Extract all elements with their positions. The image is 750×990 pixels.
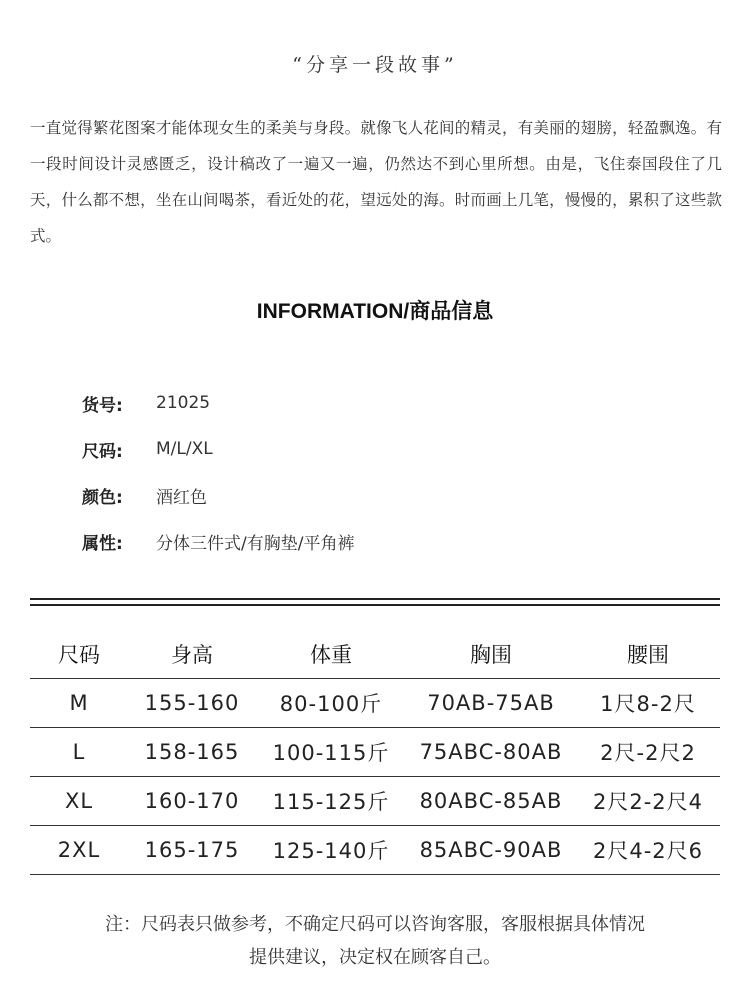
attribute-label: 颜色:	[82, 487, 123, 508]
table-cell: 70AB-75AB	[406, 679, 576, 728]
column-header: 尺码	[30, 630, 128, 679]
table-cell: 158-165	[128, 728, 256, 777]
size-note	[30, 908, 720, 974]
table-cell: L	[30, 728, 128, 777]
table-row	[30, 728, 720, 777]
table-cell: 165-175	[128, 826, 256, 875]
table-cell: 80ABC-85AB	[406, 777, 576, 826]
column-header: 体重	[256, 630, 406, 679]
attribute-label: 货号:	[82, 395, 123, 416]
attribute-value: 21025	[156, 393, 211, 413]
attribute-row-property	[82, 518, 354, 564]
table-cell: 160-170	[128, 777, 256, 826]
attribute-value: 酒红色	[156, 487, 207, 508]
attribute-list	[82, 380, 354, 564]
attribute-label: 属性:	[82, 533, 123, 554]
story-body: 一直觉得繁花图案才能体现女生的柔美与身段。就像飞人花间的精灵，有美丽的翅膀，轻盈飘逸。有一段时间设计灵感匮乏，设计稿改了一遍又一遍，仍然达不到心里所想。由是，飞住泰国段住了几天，什么都不想，坐在山间喝茶，看近处的花，望远处的海。时而画上几笔，慢慢的，累积了这些款式。	[30, 119, 722, 245]
table-cell: 2XL	[30, 826, 128, 875]
column-header: 身高	[128, 630, 256, 679]
story-title: “分享一段故事”	[292, 54, 458, 76]
attribute-label: 尺码:	[82, 441, 123, 462]
table-cell: 80-100斤	[256, 679, 406, 728]
info-heading: INFORMATION/商品信息	[256, 300, 494, 323]
table-row	[30, 679, 720, 728]
attribute-row-size	[82, 426, 354, 472]
table-cell: 75ABC-80AB	[406, 728, 576, 777]
table-cell: M	[30, 679, 128, 728]
column-header: 胸围	[406, 630, 576, 679]
size-note-line: 注：尺码表只做参考，不确定尺码可以咨询客服，客服根据具体情况	[105, 914, 645, 935]
attribute-value: 分体三件式/有胸垫/平角裤	[156, 533, 355, 554]
table-cell: 2尺2-2尺4	[576, 777, 720, 826]
table-cell: 2尺4-2尺6	[576, 826, 720, 875]
table-cell: 125-140斤	[256, 826, 406, 875]
table-cell: 2尺-2尺2	[576, 728, 720, 777]
table-cell: 115-125斤	[256, 777, 406, 826]
table-cell: 85ABC-90AB	[406, 826, 576, 875]
table-cell: 100-115斤	[256, 728, 406, 777]
size-note-line: 提供建议，决定权在顾客自己。	[249, 947, 501, 968]
table-top-rule-double	[30, 604, 720, 606]
attribute-row-item-no	[82, 380, 354, 426]
table-cell: 155-160	[128, 679, 256, 728]
table-top-rule	[30, 598, 720, 600]
table-row	[30, 777, 720, 826]
attribute-row-color	[82, 472, 354, 518]
attribute-value: M/L/XL	[156, 439, 213, 459]
column-header: 腰围	[576, 630, 720, 679]
table-header-row	[30, 630, 720, 679]
table-row	[30, 826, 720, 875]
table-cell: XL	[30, 777, 128, 826]
size-chart-table	[30, 630, 720, 875]
table-cell: 1尺8-2尺	[576, 679, 720, 728]
